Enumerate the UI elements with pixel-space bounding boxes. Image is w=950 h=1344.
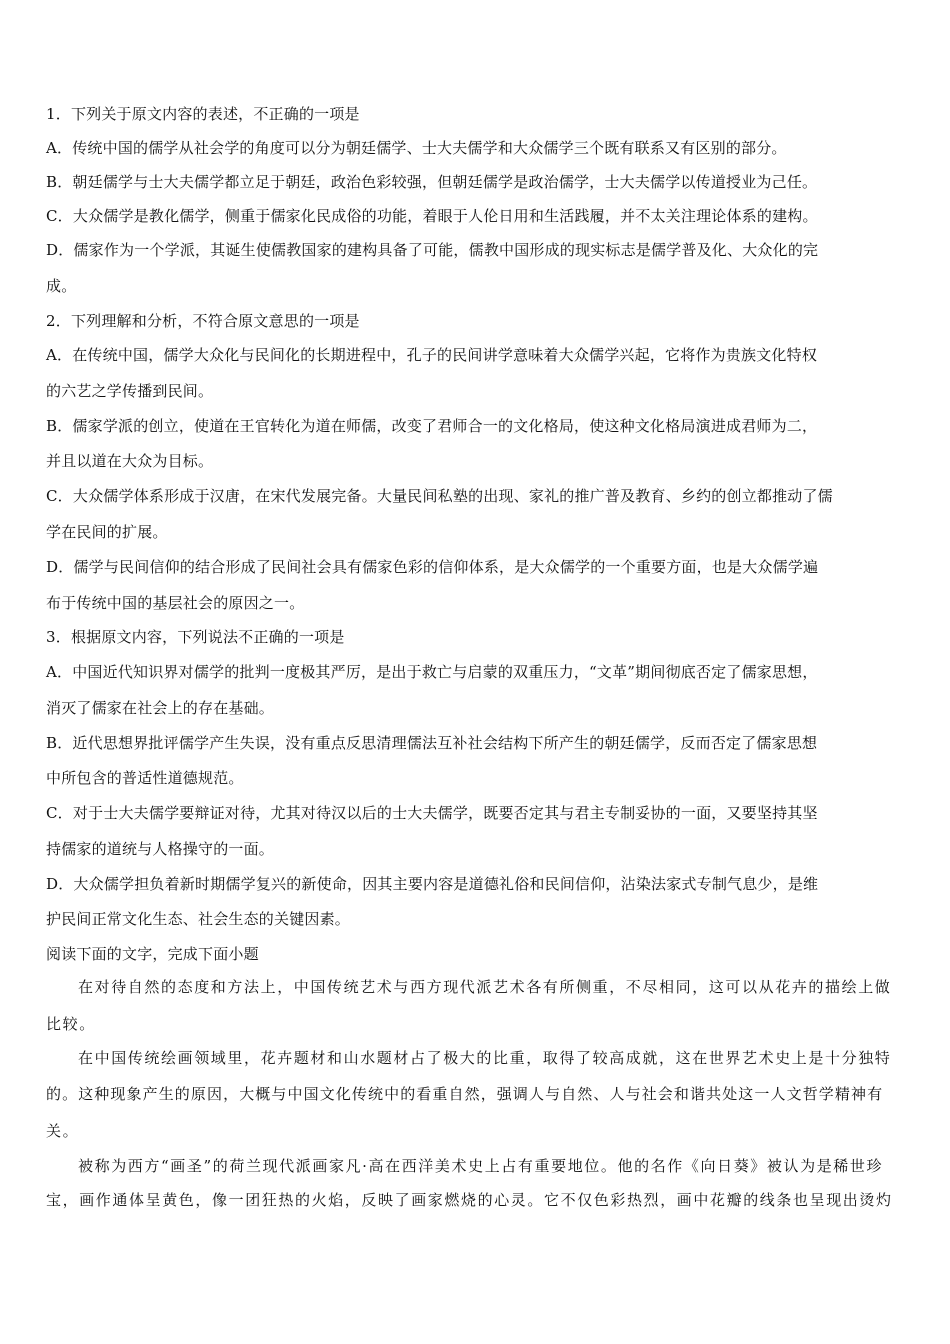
- passage-paragraph-1: 在对待自然的态度和方法上，中国传统艺术与西方现代派艺术各有所侧重，不尽相同，这可以从花卉的描绘上做: [78, 978, 892, 996]
- question-2-option-b: B．儒家学派的创立，使道在王官转化为道在师儒，改变了君师合一的文化格局，使这种文化格局演进成君师为二，: [46, 417, 818, 435]
- question-3-stem: 3．根据原文内容，下列说法不正确的一项是: [46, 628, 345, 646]
- passage-paragraph-2-cont: 的。这种现象产生的原因，大概与中国文化传统中的看重自然，强调人与自然、人与社会和谐共处这一人文哲学精神有: [46, 1085, 884, 1103]
- question-3-option-c: C．对于士大夫儒学要辩证对待，尤其对待汉以后的士大夫儒学，既要否定其与君主专制妥协的一面，又要坚持其坚: [46, 804, 818, 822]
- passage-paragraph-3-cont: 宝，画作通体呈黄色，像一团狂热的火焰，反映了画家燃烧的心灵。它不仅色彩热烈，画中花瓣的线条也呈现出烫灼: [46, 1191, 893, 1209]
- question-2-option-a-cont: 的六艺之学传播到民间。: [46, 382, 214, 400]
- question-3-option-a-cont: 消灭了儒家在社会上的存在基础。: [46, 699, 275, 717]
- question-1-option-a: A．传统中国的儒学从社会学的角度可以分为朝廷儒学、士大夫儒学和大众儒学三个既有联系又有区别的部分。: [46, 139, 787, 157]
- question-3-option-d: D．大众儒学担负着新时期儒学复兴的新使命，因其主要内容是道德礼俗和民间信仰，沾染法家式专制气息少，是维: [46, 875, 819, 893]
- question-2-option-c-cont: 学在民间的扩展。: [46, 523, 168, 541]
- question-1-option-d-cont: 成。: [46, 277, 77, 295]
- passage-paragraph-2: 在中国传统绘画领域里，花卉题材和山水题材占了极大的比重，取得了较高成就，这在世界艺术史上是十分独特: [78, 1049, 892, 1067]
- question-1-option-d: D．儒家作为一个学派，其诞生使儒教国家的建构具备了可能，儒教中国形成的现实标志是儒学普及化、大众化的完: [46, 241, 819, 259]
- question-3-option-b-cont: 中所包含的普适性道德规范。: [46, 769, 244, 787]
- question-3-option-d-cont: 护民间正常文化生态、社会生态的关键因素。: [46, 910, 351, 928]
- question-2-option-a: A．在传统中国，儒学大众化与民间化的长期进程中，孔子的民间讲学意味着大众儒学兴起，它将作为贵族文化特权: [46, 346, 818, 364]
- passage-paragraph-1-cont: 比较。: [46, 1015, 96, 1033]
- question-1-option-b: B．朝廷儒学与士大夫儒学都立足于朝廷，政治色彩较强，但朝廷儒学是政治儒学，士大夫儒学以传道授业为己任。: [46, 173, 818, 191]
- question-2-stem: 2．下列理解和分析，不符合原文意思的一项是: [46, 312, 360, 330]
- question-2-option-d: D．儒学与民间信仰的结合形成了民间社会具有儒家色彩的信仰体系，是大众儒学的一个重要方面，也是大众儒学遍: [46, 558, 819, 576]
- question-2-option-d-cont: 布于传统中国的基层社会的原因之一。: [46, 594, 305, 612]
- reading-instruction: 阅读下面的文字，完成下面小题: [46, 945, 259, 963]
- question-1-option-c: C．大众儒学是教化儒学，侧重于儒家化民成俗的功能，着眼于人伦日用和生活践履，并不太关注理论体系的建构。: [46, 207, 818, 225]
- question-1-stem: 1．下列关于原文内容的表述，不正确的一项是: [46, 105, 360, 123]
- question-3-option-c-cont: 持儒家的道统与人格操守的一面。: [46, 840, 275, 858]
- question-3-option-a: A．中国近代知识界对儒学的批判一度极其严厉，是出于救亡与启蒙的双重压力，“文革”期间彻底否定了儒家思想，: [46, 663, 818, 681]
- question-2-option-b-cont: 并且以道在大众为目标。: [46, 452, 214, 470]
- question-3-option-b: B．近代思想界批评儒学产生失误，没有重点反思清理儒法互补社会结构下所产生的朝廷儒学，反而否定了儒家思想: [46, 734, 818, 752]
- passage-paragraph-3: 被称为西方“画圣”的荷兰现代派画家凡·高在西洋美术史上占有重要地位。他的名作《向日葵》被认为是稀世珍: [78, 1157, 884, 1175]
- question-2-option-c: C．大众儒学体系形成于汉唐，在宋代发展完备。大量民间私塾的出现、家礼的推广普及教育、乡约的创立都推动了儒: [46, 487, 833, 505]
- passage-paragraph-2-end: 关。: [46, 1122, 80, 1140]
